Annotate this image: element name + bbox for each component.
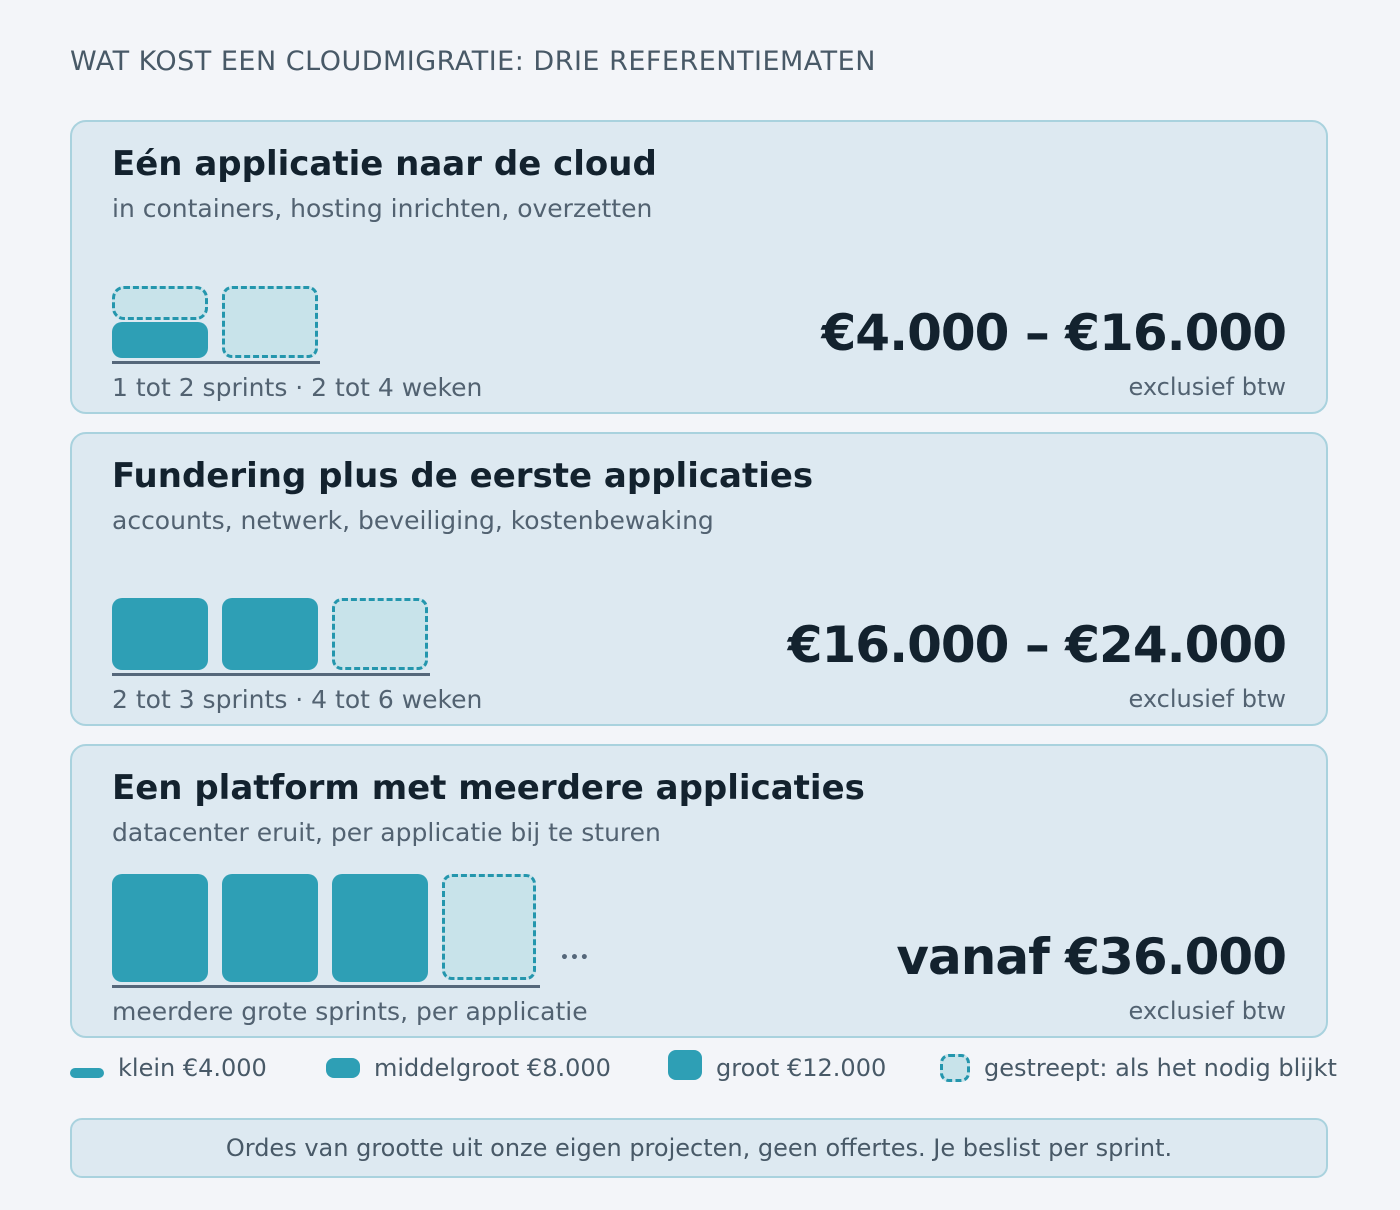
sprint-block-medium-optional [332, 598, 428, 670]
card-duration: 2 tot 3 sprints · 4 tot 6 weken [112, 685, 483, 714]
reference-card-single-app [70, 120, 1328, 414]
legend-swatch-small [70, 1068, 104, 1078]
sprint-block-large-optional [442, 874, 536, 980]
card-vat-note: exclusief btw [1128, 373, 1286, 401]
footer-note [70, 1118, 1328, 1178]
legend-item-large [668, 1048, 886, 1088]
legend-item-dashed [940, 1048, 1337, 1088]
card-subtitle: accounts, netwerk, beveiliging, kostenbewaking [112, 506, 714, 535]
legend [0, 1048, 1400, 1088]
timeline-baseline [112, 361, 320, 364]
card-vat-note: exclusief btw [1128, 997, 1286, 1025]
card-duration: 1 tot 2 sprints · 2 tot 4 weken [112, 373, 483, 402]
footer-text: Ordes van grootte uit onze eigen projecten, geen offertes. Je beslist per sprint. [225, 1134, 1173, 1162]
card-subtitle: datacenter eruit, per applicatie bij te sturen [112, 818, 661, 847]
sprint-block-large [222, 874, 318, 982]
legend-label: middelgroot €8.000 [374, 1054, 611, 1082]
card-duration: meerdere grote sprints, per applicatie [112, 997, 588, 1026]
legend-item-medium [326, 1048, 611, 1088]
legend-label: groot €12.000 [716, 1054, 887, 1082]
reference-card-platform [70, 744, 1328, 1038]
card-title: Fundering plus de eerste applicaties [112, 456, 814, 496]
legend-label: gestreept: als het nodig blijkt [984, 1054, 1337, 1082]
sprint-block-small-optional [112, 286, 208, 320]
card-subtitle: in containers, hosting inrichten, overzetten [112, 194, 653, 223]
sprint-block-small [112, 322, 208, 358]
timeline-baseline [112, 985, 540, 988]
card-price: €16.000 – €24.000 [787, 616, 1286, 674]
card-price: vanaf €36.000 [896, 928, 1286, 986]
legend-item-small [70, 1048, 267, 1088]
sprint-block-medium [112, 598, 208, 670]
legend-swatch-dashed [940, 1054, 970, 1082]
sprint-block-medium-optional [222, 286, 318, 358]
sprint-block-large [332, 874, 428, 982]
sprint-block-large [112, 874, 208, 982]
reference-card-foundation [70, 432, 1328, 726]
legend-swatch-large [668, 1050, 702, 1080]
card-title: Een platform met meerdere applicaties [112, 768, 865, 808]
sprint-block-medium [222, 598, 318, 670]
card-price: €4.000 – €16.000 [821, 304, 1286, 362]
card-title: Eén applicatie naar de cloud [112, 144, 657, 184]
more-sprints-indicator: ••• [560, 950, 590, 966]
legend-label: klein €4.000 [118, 1054, 267, 1082]
card-vat-note: exclusief btw [1128, 685, 1286, 713]
timeline-baseline [112, 673, 430, 676]
legend-swatch-medium [326, 1058, 360, 1078]
page-heading: WAT KOST EEN CLOUDMIGRATIE: DRIE REFERENTIEMATEN [70, 46, 876, 77]
